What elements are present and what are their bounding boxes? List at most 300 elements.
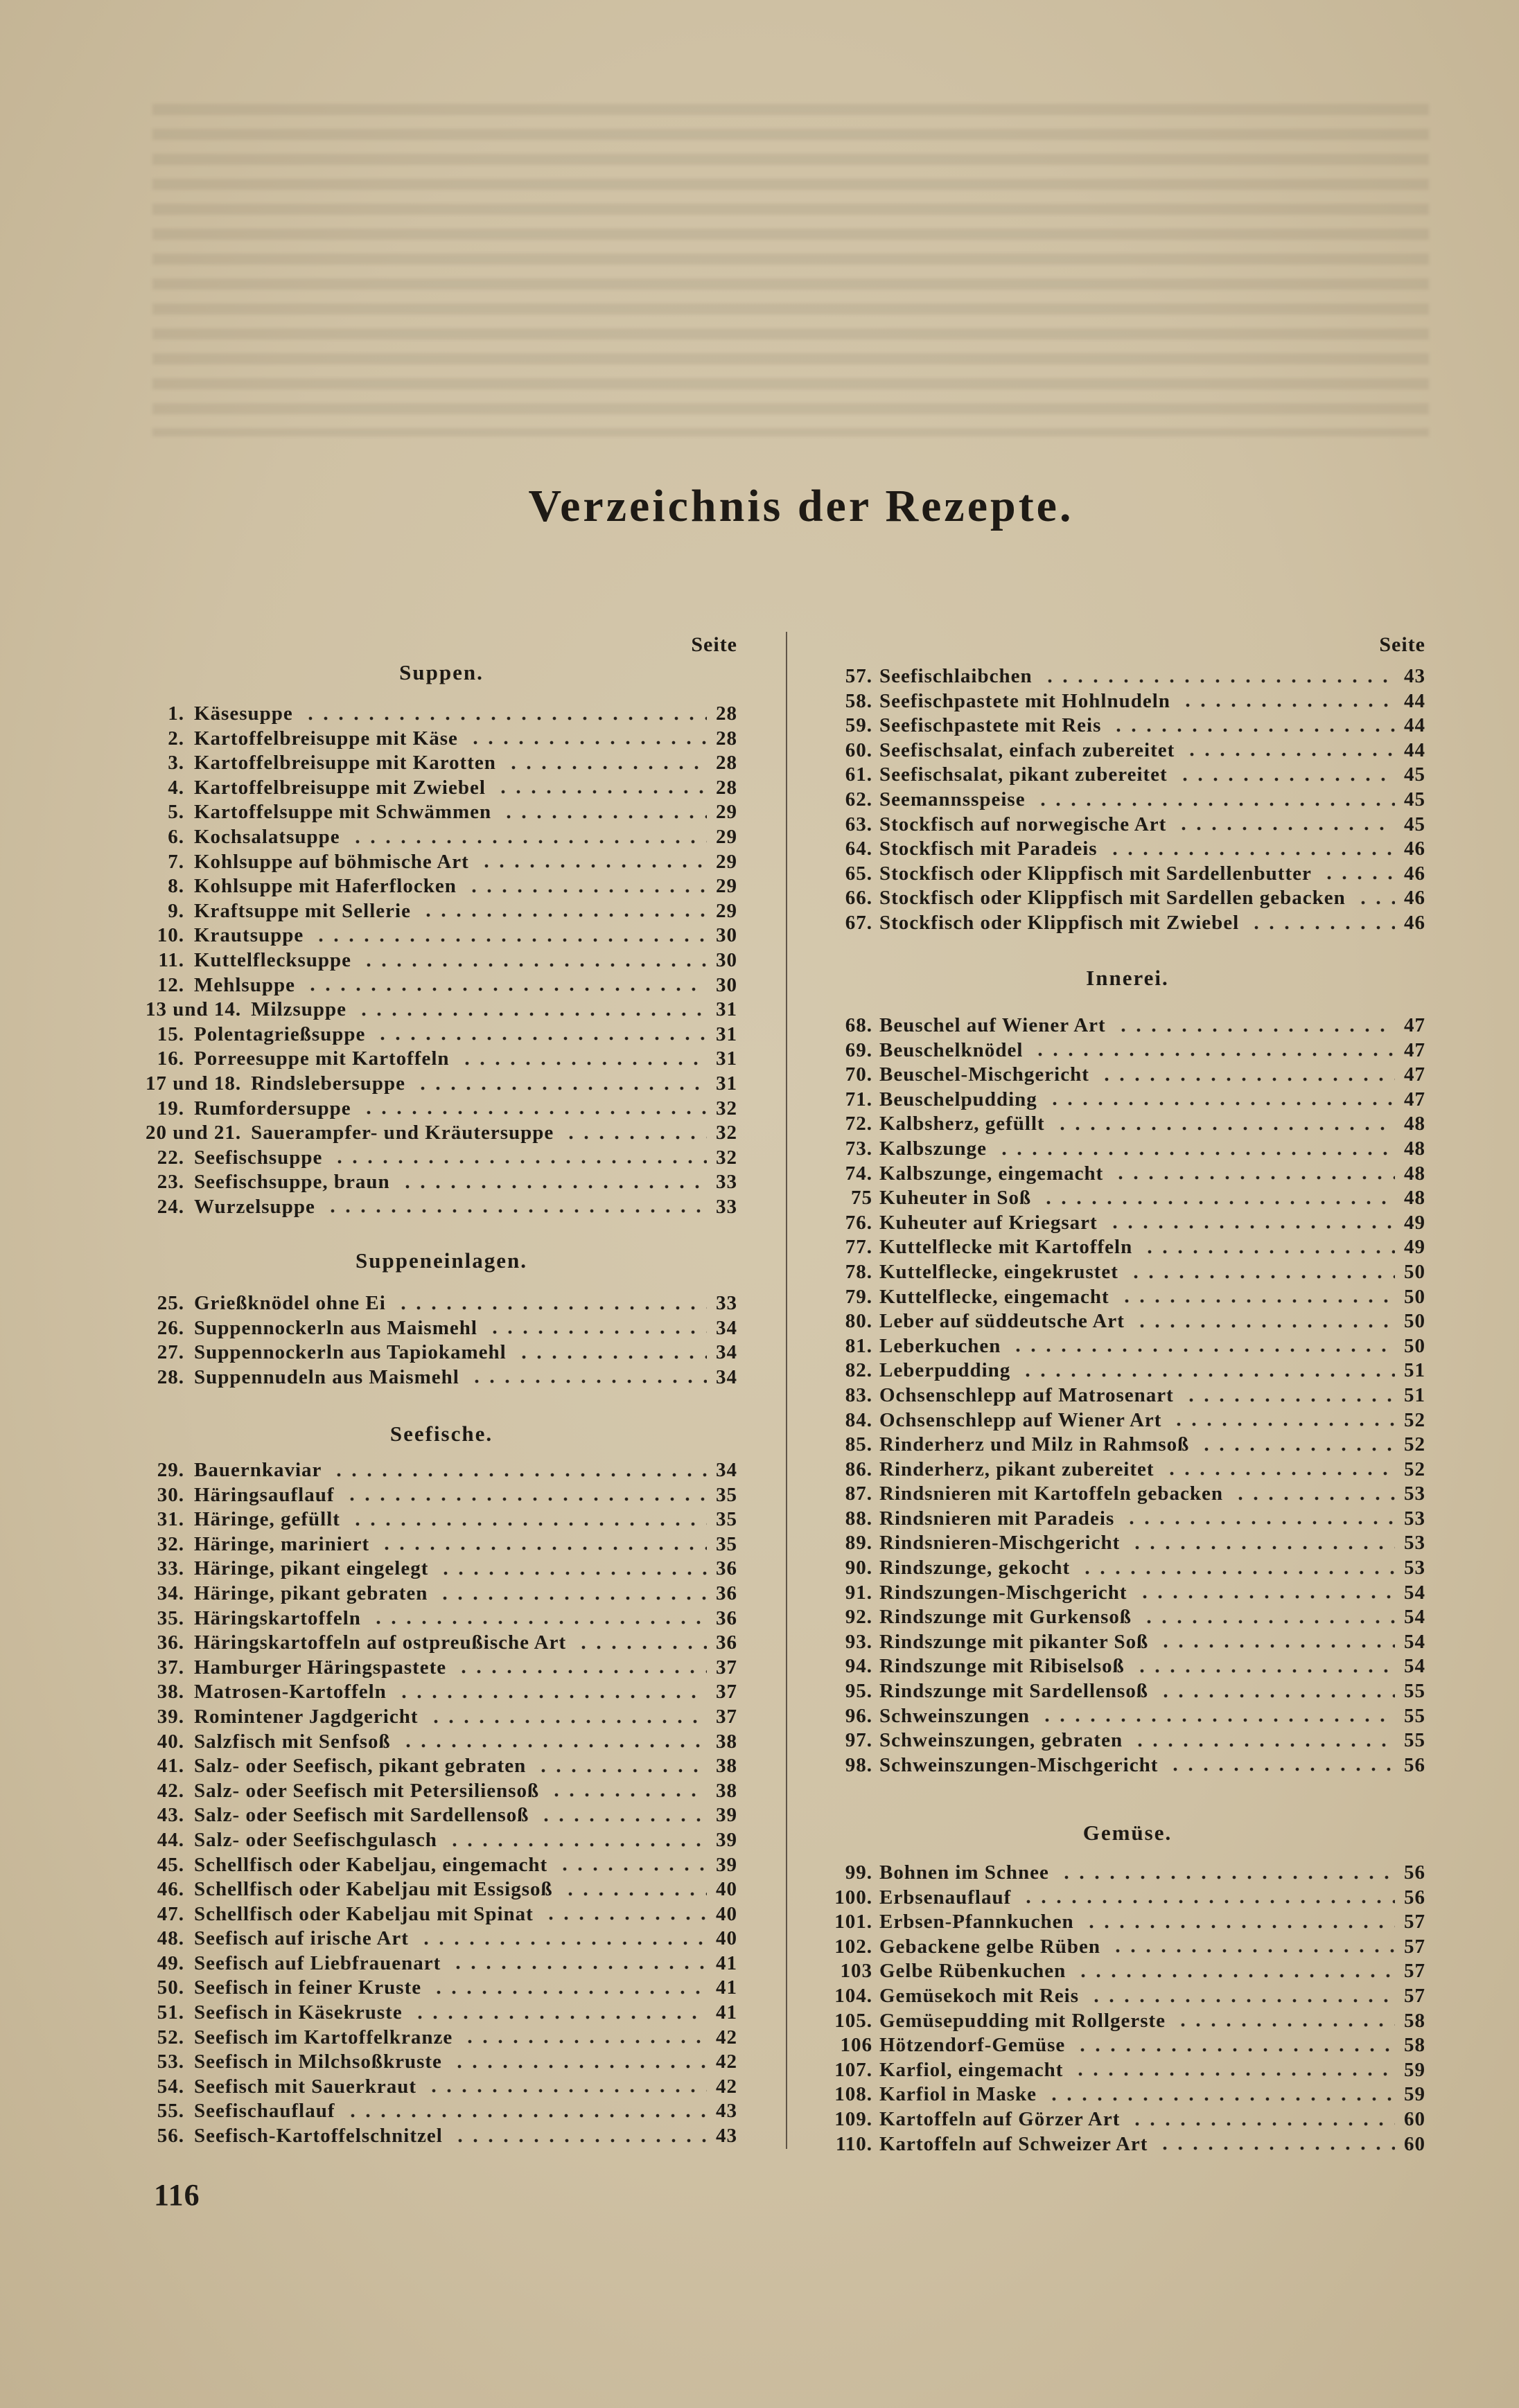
- recipe-entry: [146, 776, 737, 801]
- recipe-entry: [146, 1803, 737, 1828]
- entry-number: 20 und 21.: [146, 1122, 242, 1144]
- recipe-entry: [146, 2075, 737, 2100]
- entry-title: Stockfisch oder Klippfisch mit Sardellen gebacken: [879, 887, 1346, 910]
- entry-page: 43: [716, 2125, 737, 2148]
- entry-number: 9.: [168, 899, 184, 922]
- entry-title: Seefischauflauf: [194, 2100, 335, 2123]
- dot-leader: [1127, 1531, 1395, 1556]
- entry-number: 75: [851, 1187, 872, 1210]
- entry-page: 47: [1404, 1063, 1425, 1086]
- entry-number: 12.: [157, 973, 184, 996]
- recipe-entry: [829, 1358, 1425, 1383]
- entry-page: 57: [1404, 1960, 1425, 1983]
- entry-title: Seefischsuppe: [194, 1146, 323, 1169]
- dot-leader: [1044, 2082, 1395, 2107]
- entry-title: Kalbszunge: [879, 1137, 987, 1160]
- entry-number: 59.: [845, 714, 872, 737]
- recipe-entry: [829, 1137, 1425, 1162]
- entry-page: 33: [716, 1171, 737, 1194]
- dot-leader: [322, 1195, 707, 1220]
- entry-page: 46: [1404, 838, 1425, 860]
- dot-leader: [410, 2001, 707, 2026]
- entry-number: 37.: [157, 1656, 184, 1679]
- recipe-list-suppen: [146, 702, 737, 1219]
- dot-leader: [372, 1022, 707, 1047]
- dot-leader: [444, 1828, 707, 1853]
- entry-number: 15.: [157, 1022, 184, 1045]
- entry-page: 29: [716, 801, 737, 824]
- dot-leader: [573, 1631, 707, 1656]
- dot-leader: [1107, 1935, 1395, 1960]
- entry-number: 107.: [834, 2058, 872, 2081]
- dot-leader: [554, 1853, 707, 1878]
- entry-title: Kochsalatsuppe: [194, 825, 340, 848]
- entry-number: 69.: [845, 1038, 872, 1061]
- dot-leader: [310, 923, 707, 948]
- entry-title: Häringe, pikant gebraten: [194, 1582, 428, 1604]
- entry-page: 55: [1404, 1729, 1425, 1752]
- recipe-entry: [829, 1935, 1425, 1960]
- entry-page: 52: [1404, 1458, 1425, 1480]
- entry-number: 41.: [157, 1755, 184, 1778]
- recipe-entry: [146, 2001, 737, 2026]
- entry-page: 36: [716, 1631, 737, 1654]
- entry-page: 28: [716, 752, 737, 774]
- dot-leader: [561, 1121, 707, 1146]
- entry-page: 51: [1404, 1359, 1425, 1382]
- entry-page: 29: [716, 850, 737, 873]
- dot-leader: [1134, 1581, 1396, 1606]
- dot-leader: [358, 1097, 707, 1122]
- entry-page: 36: [716, 1557, 737, 1580]
- entry-page: 34: [716, 1316, 737, 1339]
- entry-page: 39: [716, 1828, 737, 1851]
- dot-leader: [994, 1137, 1395, 1162]
- dot-leader: [1072, 2033, 1395, 2058]
- entry-number: 54.: [157, 2075, 184, 2098]
- dot-leader: [1116, 1285, 1395, 1310]
- entry-title: Beuschelpudding: [879, 1088, 1037, 1110]
- recipe-entry: [146, 1951, 737, 1976]
- recipe-entry: [146, 923, 737, 948]
- dot-leader: [358, 948, 707, 973]
- entry-title: Karfiol, eingemacht: [879, 2058, 1064, 2081]
- entry-title: Leberkuchen: [879, 1334, 1001, 1357]
- recipe-entry: [146, 1631, 737, 1656]
- entry-number: 23.: [157, 1171, 184, 1194]
- entry-page: 36: [716, 1606, 737, 1629]
- entry-number: 74.: [845, 1162, 872, 1185]
- dot-leader: [536, 1803, 707, 1828]
- dot-leader: [1044, 1088, 1395, 1113]
- dot-leader: [457, 1047, 707, 1072]
- entry-page: 52: [1404, 1408, 1425, 1431]
- dot-leader: [450, 2124, 707, 2149]
- dot-leader: [1108, 714, 1395, 738]
- entry-page: 53: [1404, 1507, 1425, 1530]
- entry-page: 29: [716, 899, 737, 922]
- entry-page: 32: [716, 1097, 737, 1119]
- dot-leader: [1139, 1235, 1395, 1260]
- entry-number: 35.: [157, 1606, 184, 1629]
- entry-page: 40: [716, 1927, 737, 1950]
- page-column-header-right: Seite: [1379, 633, 1425, 656]
- entry-title: Bauernkaviar: [194, 1459, 322, 1481]
- entry-title: Kalbszunge, eingemacht: [879, 1162, 1104, 1185]
- recipe-entry: [829, 1482, 1425, 1507]
- recipe-entry: [146, 1195, 737, 1220]
- entry-number: 93.: [845, 1630, 872, 1653]
- entry-number: 44.: [157, 1828, 184, 1851]
- dot-leader: [1246, 911, 1395, 936]
- recipe-entry: [146, 850, 737, 875]
- entry-title: Karfiol in Maske: [879, 2083, 1037, 2106]
- entry-page: 55: [1404, 1680, 1425, 1703]
- entry-number: 89.: [845, 1532, 872, 1555]
- dot-leader: [416, 1927, 707, 1951]
- recipe-entry: [829, 738, 1425, 763]
- entry-title: Seefisch mit Sauerkraut: [194, 2075, 417, 2098]
- entry-number: 31.: [157, 1508, 184, 1531]
- entry-title: Hamburger Häringspastete: [194, 1656, 447, 1679]
- entry-number: 3.: [168, 752, 184, 774]
- dot-leader: [342, 1483, 707, 1508]
- recipe-entry: [146, 1170, 737, 1195]
- entry-title: Schellfisch oder Kabeljau, eingemacht: [194, 1853, 548, 1876]
- entry-title: Erbsenauflauf: [879, 1886, 1012, 1909]
- entry-page: 34: [716, 1365, 737, 1388]
- entry-title: Rumfordersuppe: [194, 1097, 351, 1119]
- column-divider: [786, 632, 787, 2149]
- entry-title: Rinderherz, pikant zubereitet: [879, 1458, 1154, 1480]
- recipe-entry: [146, 948, 737, 973]
- entry-number: 88.: [845, 1507, 872, 1530]
- entry-title: Kartoffeln auf Schweizer Art: [879, 2132, 1148, 2155]
- entry-page: 52: [1404, 1433, 1425, 1456]
- entry-title: Beuschel-Mischgericht: [879, 1063, 1089, 1086]
- entry-page: 38: [716, 1730, 737, 1753]
- entry-page: 48: [1404, 1162, 1425, 1185]
- entry-page: 46: [1404, 862, 1425, 885]
- dot-leader: [1177, 689, 1395, 714]
- entry-number: 82.: [845, 1359, 872, 1382]
- entry-title: Schweinszungen: [879, 1704, 1030, 1727]
- entry-title: Milzsuppe: [251, 998, 347, 1021]
- entry-number: 94.: [845, 1655, 872, 1678]
- dot-leader: [1096, 1063, 1395, 1088]
- entry-number: 47.: [157, 1902, 184, 1925]
- entry-number: 25.: [157, 1292, 184, 1314]
- dot-leader: [533, 1754, 707, 1779]
- entry-page: 47: [1404, 1088, 1425, 1110]
- entry-page: 30: [716, 948, 737, 971]
- entry-page: 43: [1404, 665, 1425, 687]
- entry-title: Salz- oder Seefisch, pikant gebraten: [194, 1755, 527, 1778]
- entry-title: Salz- oder Seefisch mit Petersiliensoß: [194, 1779, 540, 1802]
- recipe-entry: [829, 1959, 1425, 1984]
- entry-number: 87.: [845, 1482, 872, 1505]
- recipe-entry: [146, 2099, 737, 2124]
- entry-title: Bohnen im Schnee: [879, 1861, 1049, 1884]
- entry-title: Seefisch in Käsekruste: [194, 2001, 403, 2024]
- recipe-entry: [829, 1581, 1425, 1606]
- entry-number: 30.: [157, 1483, 184, 1506]
- entry-number: 66.: [845, 887, 872, 910]
- entry-title: Schellfisch oder Kabeljau mit Essigsoß: [194, 1878, 553, 1901]
- dot-leader: [1037, 1704, 1395, 1729]
- entry-page: 38: [716, 1755, 737, 1778]
- entry-title: Beuschel auf Wiener Art: [879, 1014, 1106, 1036]
- recipe-entry: [146, 1557, 737, 1582]
- entry-number: 81.: [845, 1334, 872, 1357]
- recipe-entry: [146, 998, 737, 1022]
- dot-leader: [453, 1656, 707, 1681]
- entry-number: 64.: [845, 838, 872, 860]
- recipe-entry: [829, 1162, 1425, 1187]
- entry-page: 41: [716, 1951, 737, 1974]
- recipe-entry: [146, 899, 737, 924]
- recipe-entry: [829, 1038, 1425, 1063]
- dot-leader: [1132, 1309, 1395, 1334]
- entry-page: 43: [716, 2100, 737, 2123]
- entry-page: 56: [1404, 1861, 1425, 1884]
- entry-page: 29: [716, 825, 737, 848]
- recipe-entry: [146, 1121, 737, 1146]
- dot-leader: [503, 751, 707, 776]
- recipe-entry: [829, 1112, 1425, 1137]
- entry-page: 32: [716, 1146, 737, 1169]
- recipe-entry: [829, 1507, 1425, 1532]
- recipe-entry: [829, 2132, 1425, 2157]
- recipe-list-gemuese: [829, 1861, 1425, 2157]
- entry-page: 44: [1404, 714, 1425, 737]
- dot-leader: [1073, 1959, 1395, 1984]
- dot-leader: [498, 800, 707, 825]
- entry-page: 59: [1404, 2083, 1425, 2106]
- recipe-entry: [829, 2058, 1425, 2083]
- entry-number: 46.: [157, 1878, 184, 1901]
- dot-leader: [1110, 1162, 1395, 1187]
- recipe-entry: [146, 973, 737, 998]
- entry-number: 34.: [157, 1582, 184, 1604]
- dot-leader: [1086, 1984, 1395, 2009]
- recipe-entry: [146, 1606, 737, 1631]
- entry-title: Rindsnieren-Mischgericht: [879, 1532, 1121, 1555]
- entry-page: 37: [716, 1705, 737, 1728]
- recipe-entry: [829, 1605, 1425, 1630]
- entry-number: 5.: [168, 801, 184, 824]
- entry-title: Rindszungen-Mischgericht: [879, 1581, 1127, 1604]
- entry-number: 67.: [845, 911, 872, 934]
- entry-page: 39: [716, 1804, 737, 1827]
- recipe-entry: [146, 702, 737, 727]
- entry-number: 65.: [845, 862, 872, 885]
- dot-leader: [1038, 1186, 1395, 1211]
- entry-number: 29.: [157, 1459, 184, 1481]
- recipe-entry: [829, 1334, 1425, 1359]
- entry-number: 103: [840, 1960, 872, 1983]
- recipe-entry: [146, 1853, 737, 1878]
- recipe-entry: [146, 1291, 737, 1316]
- entry-number: 72.: [845, 1113, 872, 1135]
- entry-title: Beuschelknödel: [879, 1038, 1024, 1061]
- section-heading-seefische: Seefische.: [389, 1422, 493, 1446]
- entry-title: Häringsauflauf: [194, 1483, 335, 1506]
- dot-leader: [347, 825, 707, 850]
- entry-page: 29: [716, 875, 737, 898]
- page-title: Verzeichnis der Rezepte.: [528, 481, 1074, 531]
- recipe-entry: [829, 1654, 1425, 1679]
- entry-title: Rindsnieren mit Paradeis: [879, 1507, 1115, 1530]
- entry-title: Polentagrießsuppe: [194, 1022, 366, 1045]
- recipe-entry: [146, 1146, 737, 1171]
- entry-title: Kartoffeln auf Görzer Art: [879, 2107, 1121, 2130]
- entry-number: 36.: [157, 1631, 184, 1654]
- entry-title: Seefisch in Milchsoßkruste: [194, 2051, 442, 2073]
- entry-title: Suppennudeln aus Maismehl: [194, 1365, 459, 1388]
- section-heading-innerei: Innerei.: [1086, 966, 1169, 990]
- dot-leader: [560, 1877, 707, 1902]
- entry-title: Häringskartoffeln auf ostpreußische Art: [194, 1631, 567, 1654]
- entry-number: 33.: [157, 1557, 184, 1580]
- recipe-entry: [146, 825, 737, 850]
- dot-leader: [418, 899, 707, 924]
- recipe-entry: [146, 1072, 737, 1097]
- entry-title: Häringskartoffeln: [194, 1606, 361, 1629]
- entry-title: Stockfisch oder Klippfisch mit Zwiebel: [879, 911, 1240, 934]
- dot-leader: [428, 1976, 707, 2001]
- entry-number: 86.: [845, 1458, 872, 1480]
- entry-title: Seefischsalat, einfach zubereitet: [879, 738, 1175, 761]
- entry-number: 8.: [168, 875, 184, 898]
- entry-title: Porreesuppe mit Kartoffeln: [194, 1047, 450, 1070]
- entry-title: Stockfisch mit Paradeis: [879, 838, 1098, 860]
- entry-title: Schweinszungen, gebraten: [879, 1729, 1123, 1752]
- dot-leader: [1230, 1482, 1395, 1507]
- recipe-entry: [146, 727, 737, 752]
- recipe-entry: [146, 1022, 737, 1047]
- entry-page: 53: [1404, 1482, 1425, 1505]
- dot-leader: [398, 1730, 707, 1755]
- recipe-entry: [829, 911, 1425, 936]
- entry-number: 1.: [168, 702, 184, 725]
- entry-page: 28: [716, 776, 737, 799]
- recipe-list-seefische-continued: [829, 664, 1425, 936]
- recipe-entry: [829, 2107, 1425, 2132]
- entry-number: 51.: [157, 2001, 184, 2024]
- dot-leader: [376, 1532, 707, 1557]
- entry-title: Seemannsspeise: [879, 788, 1026, 811]
- entry-title: Rindszunge mit Gurkensoß: [879, 1606, 1132, 1629]
- recipe-entry: [146, 1458, 737, 1483]
- entry-page: 35: [716, 1508, 737, 1531]
- entry-title: Seefisch in feiner Kruste: [194, 1976, 422, 1999]
- dot-leader: [342, 2099, 708, 2124]
- entry-title: Salz- oder Seefisch mit Sardellensoß: [194, 1804, 529, 1827]
- recipe-entry: [146, 1582, 737, 1606]
- recipe-entry: [146, 1877, 737, 1902]
- dot-leader: [394, 1680, 707, 1705]
- entry-number: 60.: [845, 738, 872, 761]
- entry-number: 53.: [157, 2051, 184, 2073]
- recipe-entry: [146, 1656, 737, 1681]
- dot-leader: [541, 1902, 707, 1927]
- dot-leader: [1033, 788, 1395, 813]
- entry-page: 54: [1404, 1655, 1425, 1678]
- dot-leader: [302, 973, 707, 998]
- entry-title: Häringe, pikant eingelegt: [194, 1557, 429, 1580]
- entry-title: Rindszunge mit Sardellensoß: [879, 1680, 1148, 1703]
- entry-page: 30: [716, 973, 737, 996]
- dot-leader: [1070, 2058, 1395, 2083]
- dot-leader: [1175, 763, 1395, 788]
- entry-number: 38.: [157, 1681, 184, 1703]
- recipe-list-seefische: [146, 1458, 737, 2149]
- entry-title: Seefisch auf irische Art: [194, 1927, 409, 1950]
- entry-title: Sauerampfer- und Kräutersuppe: [251, 1122, 554, 1144]
- entry-page: 46: [1404, 887, 1425, 910]
- entry-number: 49.: [157, 1951, 184, 1974]
- entry-title: Salzfisch mit Senfsoß: [194, 1730, 391, 1753]
- entry-title: Rinderherz und Milz in Rahmsoß: [879, 1433, 1190, 1456]
- entry-page: 50: [1404, 1310, 1425, 1333]
- entry-number: 76.: [845, 1211, 872, 1234]
- recipe-entry: [829, 788, 1425, 813]
- recipe-entry: [146, 1730, 737, 1755]
- entry-number: 26.: [157, 1316, 184, 1339]
- recipe-entry: [146, 1316, 737, 1341]
- dot-leader: [1030, 1038, 1395, 1063]
- entry-title: Suppennockerln aus Maismehl: [194, 1316, 477, 1339]
- recipe-entry: [829, 2009, 1425, 2034]
- dot-leader: [1125, 1260, 1395, 1285]
- entry-number: 6.: [168, 825, 184, 848]
- entry-title: Seefischsalat, pikant zubereitet: [879, 763, 1168, 786]
- dot-leader: [368, 1606, 707, 1631]
- dot-leader: [466, 1365, 707, 1390]
- recipe-entry: [146, 2026, 737, 2051]
- entry-page: 35: [716, 1483, 737, 1506]
- entry-number: 11.: [158, 948, 184, 971]
- recipe-entry: [146, 1340, 737, 1365]
- entry-number: 45.: [157, 1853, 184, 1876]
- dot-leader: [1353, 886, 1395, 911]
- entry-title: Seefisch im Kartoffelkranze: [194, 2026, 453, 2048]
- entry-title: Kartoffelbreisuppe mit Zwiebel: [194, 776, 486, 799]
- dot-leader: [1173, 2009, 1395, 2034]
- recipe-entry: [829, 664, 1425, 689]
- dot-leader: [464, 874, 707, 899]
- entry-page: 34: [716, 1341, 737, 1364]
- entry-page: 48: [1404, 1137, 1425, 1160]
- entry-title: Stockfisch oder Klippfisch mit Sardellenbutter: [879, 862, 1312, 885]
- entry-title: Gemüsepudding mit Rollgerste: [879, 2009, 1166, 2032]
- dot-leader: [347, 1507, 707, 1532]
- entry-page: 42: [716, 2026, 737, 2048]
- dot-leader: [329, 1146, 707, 1171]
- entry-number: 100.: [834, 1886, 872, 1909]
- entry-page: 50: [1404, 1260, 1425, 1283]
- recipe-entry: [829, 1910, 1425, 1935]
- dot-leader: [435, 1557, 707, 1582]
- entry-page: 54: [1404, 1630, 1425, 1653]
- entry-page: 37: [716, 1681, 737, 1703]
- dot-leader: [1132, 1654, 1395, 1679]
- entry-page: 35: [716, 1532, 737, 1555]
- entry-title: Grießknödel ohne Ei: [194, 1292, 386, 1314]
- recipe-entry: [146, 751, 737, 776]
- entry-title: Seefisch auf Liebfrauenart: [194, 1951, 441, 1974]
